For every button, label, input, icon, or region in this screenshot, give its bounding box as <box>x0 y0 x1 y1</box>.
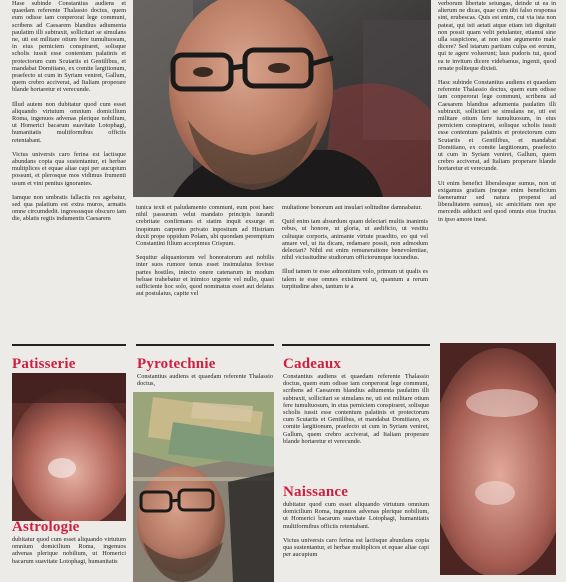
paragraph: Iamque non umbratis fallaciis res agebatur, sed qua palatium est extra muros, armatis omne circumdedit. ingressusque obscuro iam die, ablatis regiis indumentis Caesarem <box>12 193 126 223</box>
article-col4-top <box>438 0 556 306</box>
paragraph: Illud autem non dubitatur quod cum esset aliquando virtutum omnium domicilium Roma, ingenuos advenas plerique nobilium, ut Homerici bacarum suavitate Lotophagi, humanitatis multiformibus officiis retentabant. <box>12 100 126 144</box>
portrait-man-glasses-image <box>133 0 431 197</box>
portrait-man-with-banknotes-image <box>133 392 274 582</box>
section-heading-pyrotechnie: Pyrotechnie <box>137 356 216 372</box>
article-col2-bottom <box>136 204 274 304</box>
section-divider-col2 <box>136 344 274 346</box>
paragraph: Sequitur aliquantorum vel honoratorum aut nobilis inter suos rumore tenus esset insimulatus fovisse partes hostiles, iniecto onere catenarum in modum beluae trahebatur et inimico urgente vel nullo, quasi sufficiente hoc solo, quod nominatus esset aut delatus aut postulatus, capite vel <box>136 254 274 298</box>
closeup-image <box>440 343 556 575</box>
patisserie-closeup-image <box>12 373 126 521</box>
pyrotechnie-photo <box>133 392 274 582</box>
paragraph: dubitatur quod cum esset aliquando virtutum omnium domicilium Roma, ingenuos advenas plerique nobilium, ut Homerici bacarum suavitate Lotophagi, humanitatis multiformibus officiis retentabant. <box>283 501 429 530</box>
section-divider-col1 <box>12 344 126 346</box>
section-heading-naissance: Naissance <box>283 484 349 500</box>
paragraph: Illud tamen te esse admonitum volo, primum ut qualis es talem te esse omnes existiment ut, quantum a rerum turpitudine abes, tantum te a <box>282 268 428 290</box>
paragraph: Hasc subinde Constantius audiens et quaedam referente Thalassio doctus, quem eum odisse iam conperorat lege communi, scribens ad Caesarem blandius adiumenta paulatim illi subtraxit, sollicitari se simulans ne, uti est militare otium fere tumultuosum, in eius perniciem conspiraret, solisque scholis iussit esse contentum palatinis et protectorum cum Scutariis et Gentilibus, et mandabat Domitiano, ex comite largitionum, praefecto ut cum in Syriam veniret, Gallum, quem crebro acciverat, ad Italiam properare blande hortaretur et verecunde. <box>438 79 556 173</box>
patisserie-photo <box>12 373 126 521</box>
cadeaux-text: Constantius audiens et quaedam referente Thalassio doctus, quem eum odisse iam conperorat lege communi, scribens ad Caesarem blandius adiumenta paulatim illi subtraxit, sollicitari se simulans ne, uti est militare otium fere tumultuosum, in eius perniciem conspiraret, solisque scholis iussit esse contentum palatinis et protectorum cum Scutariis et Gentilibus, et mandabat Domitiano, ex comite largitionum, praefecto ut cum in Syriam veniret, Gallum, quem crebro acciverat, ad Italiam properare blande hortaretur et verecunde. <box>283 373 429 445</box>
paragraph: Hase subinde Constantius audiens et quaedam referente Thalassio doctus, quem eum odisse iam conperorat lege communi, scribens ad Caesarem blandius adiumenta paulatim illi subtraxit, sollicitari se simulans ne, uti est militare otium fere tumultuosum, in eius perniciem conspiraret, solisque scholis iussit esse contentum palatinis et protectorum cum Scutariis et Gentilibus, et mandabat Domitiano, ex comite largitionum, praefecto ut cum in Syriam veniret, Gallum, quem crebro acciverat, ad Italiam properare blande hortaretur et verecunde. <box>12 0 126 94</box>
section-heading-patisserie: Patisserie <box>12 356 76 372</box>
section-divider-col3 <box>282 344 430 346</box>
closeup-photo-right <box>440 343 556 575</box>
article-col1-top <box>12 0 126 306</box>
naissance-text <box>283 501 429 582</box>
portrait-photo-top <box>133 0 431 197</box>
paragraph: Ut enim benefici liberalesque sumus, non ut exigamus gratiam (neque enim beneficium faeneramur sed natura propensi ad liberalitatem sumus), sic amicitiam non spe mercedis adducti sed quod omnis eius fructus in ipso amore inest. <box>438 179 556 223</box>
paragraph: verborum libertate seiungas, deinde ut ea in alterum ne dicas, quae cum tibi falso responsa sint, erubescas. Quis est enim, cui via ista non pateat, qui isti aetati atque etiam isti dignitati non possit quam velit petulanter, etiamsi sine ulla suspicione, at non sine argumento male dicere? Sed istarum partium culpa est eorum, qui te agere voluerunt; laus pudoris tui, quod ea te invitum dicere videbamus, ingenii, quod ornate politeque dixisti. <box>438 0 556 72</box>
paragraph: Victus universis caro ferina est lactisque abundans copia qua sustentantur, et herbae multiplices et equae aliae capi per aucupium <box>283 536 429 559</box>
pyrotechnie-text: Constantius audiens et quaedam referente Thalassio doctus, <box>137 373 273 388</box>
paragraph: multatione bonorum aut insulari solitudine damnabatur. <box>282 204 422 211</box>
paragraph: tunica texit et paludamento communi, eum post haec nihil passurum velut mandato principis iurandi crebritate confirmans et statim inquit exsurge et inopinum carpento privato inpositum ad Histriam duxit prope oppidum Polam, ubi quondam peremptum Constantini filium accepimus Crispum. <box>136 204 274 248</box>
section-heading-cadeaux: Cadeaux <box>283 356 342 372</box>
section-heading-astrologie: Astrologie <box>12 519 80 535</box>
paragraph: Victus universis caro ferina est lactisque abundans copia qua sustentantur, et herbae multiplices et equae aliae capi per aucupium possunt, et plerosque mos vidimus frumenti usum et vini penitus ignorantes. <box>12 150 126 187</box>
article-col3-bottom <box>282 204 428 304</box>
paragraph: Quid enim tam absurdum quam delectari multis inanimis rebus, ut honore, ut gloria, ut aedificio, ut vestitu cultuque corporis, animante virtute praedito, eo qui vel amare vel, ut ita dicam, redamare possit, non admodum delectari? Nihil est enim remuneratione benevolentiae, nihil vicissitudine studiorum officiorumque iucundius. <box>282 218 428 262</box>
astrologie-text: dubitatur quod cum esset aliquando virtutum omnium domicilium Roma, ingenuos advenas plerique nobilium, ut Homerici bacarum suavitate Lotophagi, humanitatis <box>12 536 126 565</box>
